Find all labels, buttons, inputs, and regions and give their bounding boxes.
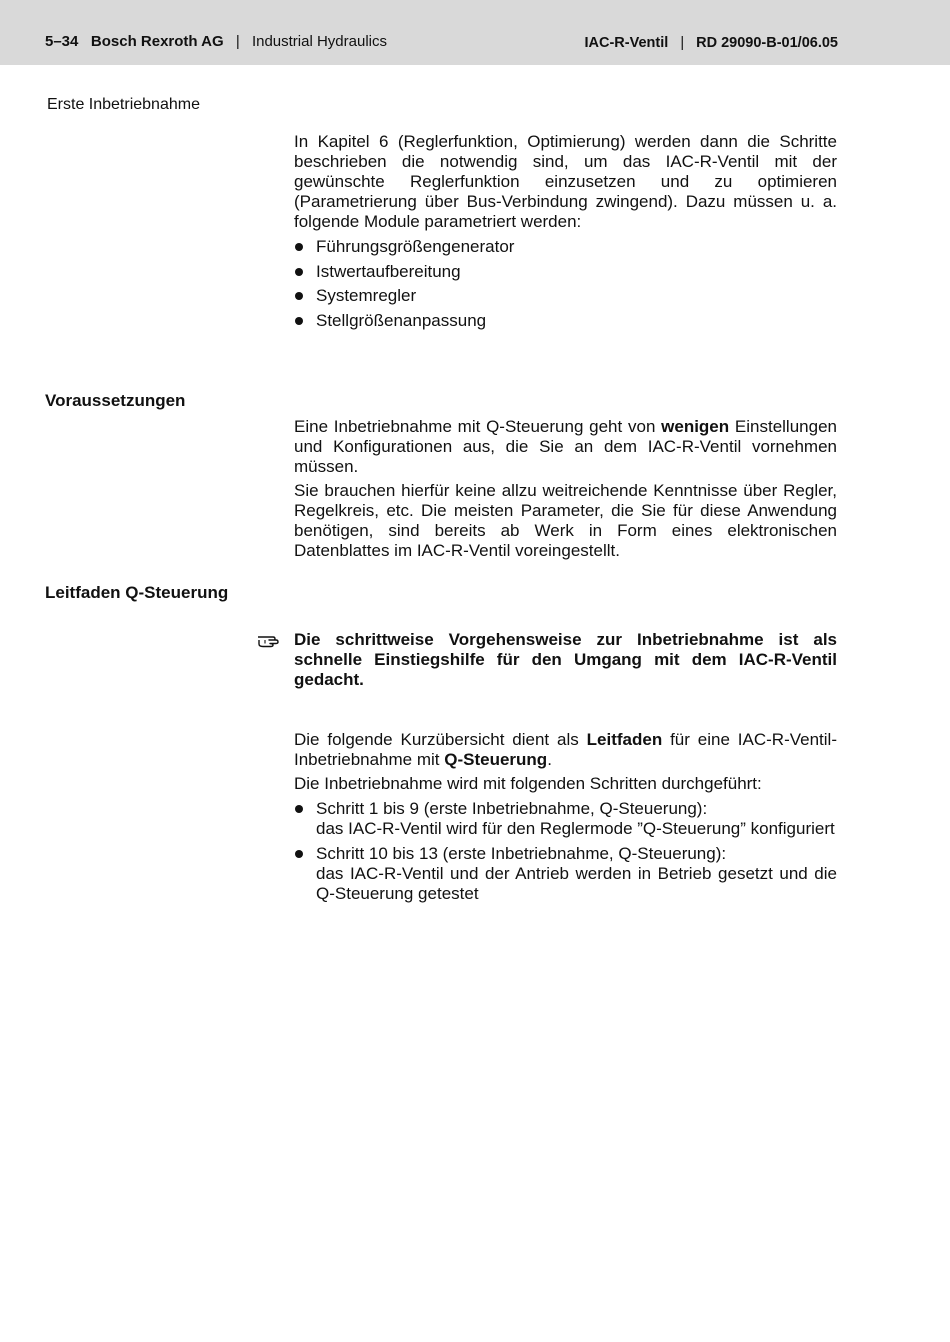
- text-run: für eine IAC-R-Ventil-Inbetriebnahme mit: [294, 730, 837, 769]
- text-run: .: [547, 750, 552, 769]
- step-text: das IAC-R-Ventil und der Antrieb werden in Betrieb gesetzt und die Q-Steuerung getestet: [316, 863, 837, 903]
- module-list: [294, 237, 837, 331]
- voraussetzungen-paragraph-2: Sie brauchen hierfür keine allzu weitreichende Kenntnisse über Regler, Regelkreis, etc. Die meisten Parameter, die Sie für diese Anwendung benötigen, sind bereits ab Werk in Form eines elektronischen Datenblattes im IAC-R-Ventil voreingestellt.: [294, 481, 837, 560]
- section-kicker: Erste Inbetriebnahme: [47, 96, 200, 113]
- text-run: Eine Inbetriebnahme mit Q-Steuerung geht von: [294, 417, 662, 436]
- step-text: das IAC-R-Ventil wird für den Reglermode ”Q-Steuerung” konfiguriert: [316, 819, 835, 838]
- header-right: [585, 35, 839, 51]
- leitfaden-block: [294, 730, 837, 908]
- leitfaden-paragraph-1: [294, 730, 837, 770]
- list-item: Stellgrößenanpassung: [294, 311, 837, 331]
- intro-paragraph: In Kapitel 6 (Reglerfunktion, Optimierung) werden dann die Schritte beschrieben die notwendig sind, um das IAC-R-Ventil mit der gewünschte Reglerfunktion einzusetzen und zu optimieren (Parametrierung über Bus-Verbindung zwingend). Dazu müssen u. a. folgende Module parametriert werden:: [294, 132, 837, 231]
- division-name: Industrial Hydraulics: [251, 33, 387, 50]
- step-title: Schritt 1 bis 9 (erste Inbetriebnahme, Q-Steuerung):: [316, 799, 708, 818]
- list-item: Istwertaufbereitung: [294, 262, 837, 282]
- emphasis-wenigen: wenigen: [661, 417, 730, 436]
- list-item: Führungsgrößengenerator: [294, 237, 837, 257]
- list-item: Systemregler: [294, 286, 837, 306]
- list-item: [294, 844, 837, 904]
- note-text: Die schrittweise Vorgehensweise zur Inbetriebnahme ist als schnelle Einstiegshilfe für den Umgang mit dem IAC-R-Ventil gedacht.: [294, 630, 837, 689]
- document-reference: RD 29090-B-01/06.05: [696, 35, 838, 51]
- step-title: Schritt 10 bis 13 (erste Inbetriebnahme, Q-Steuerung):: [316, 843, 727, 863]
- page-header: [0, 0, 950, 65]
- intro-block: [294, 132, 837, 335]
- step-list: [294, 799, 837, 904]
- company-name: Bosch Rexroth AG: [90, 33, 224, 50]
- emphasis-leitfaden: Leitfaden: [586, 730, 663, 749]
- heading-voraussetzungen: Voraussetzungen: [45, 391, 186, 410]
- header-separator: |: [235, 33, 240, 50]
- text-run: Einstellungen und Konfigurationen aus, die Sie an dem IAC-R-Ventil vornehmen müssen.: [294, 417, 837, 476]
- leitfaden-paragraph-2: Die Inbetriebnahme wird mit folgenden Schritten durchgeführt:: [294, 774, 762, 793]
- header-left: [45, 33, 387, 50]
- heading-leitfaden: Leitfaden Q-Steuerung: [45, 583, 229, 602]
- product-name: IAC-R-Ventil: [584, 35, 669, 51]
- page-number: 5–34: [45, 33, 79, 50]
- emphasis-q-steuerung: Q-Steuerung: [444, 750, 548, 769]
- list-item: [294, 799, 837, 839]
- text-run: Die folgende Kurzübersicht dient als: [294, 730, 587, 749]
- voraussetzungen-block: [294, 417, 837, 561]
- note-block: [294, 630, 837, 690]
- voraussetzungen-paragraph-1: [294, 417, 837, 477]
- pointing-hand-icon: [256, 628, 282, 652]
- header-separator: |: [680, 35, 685, 51]
